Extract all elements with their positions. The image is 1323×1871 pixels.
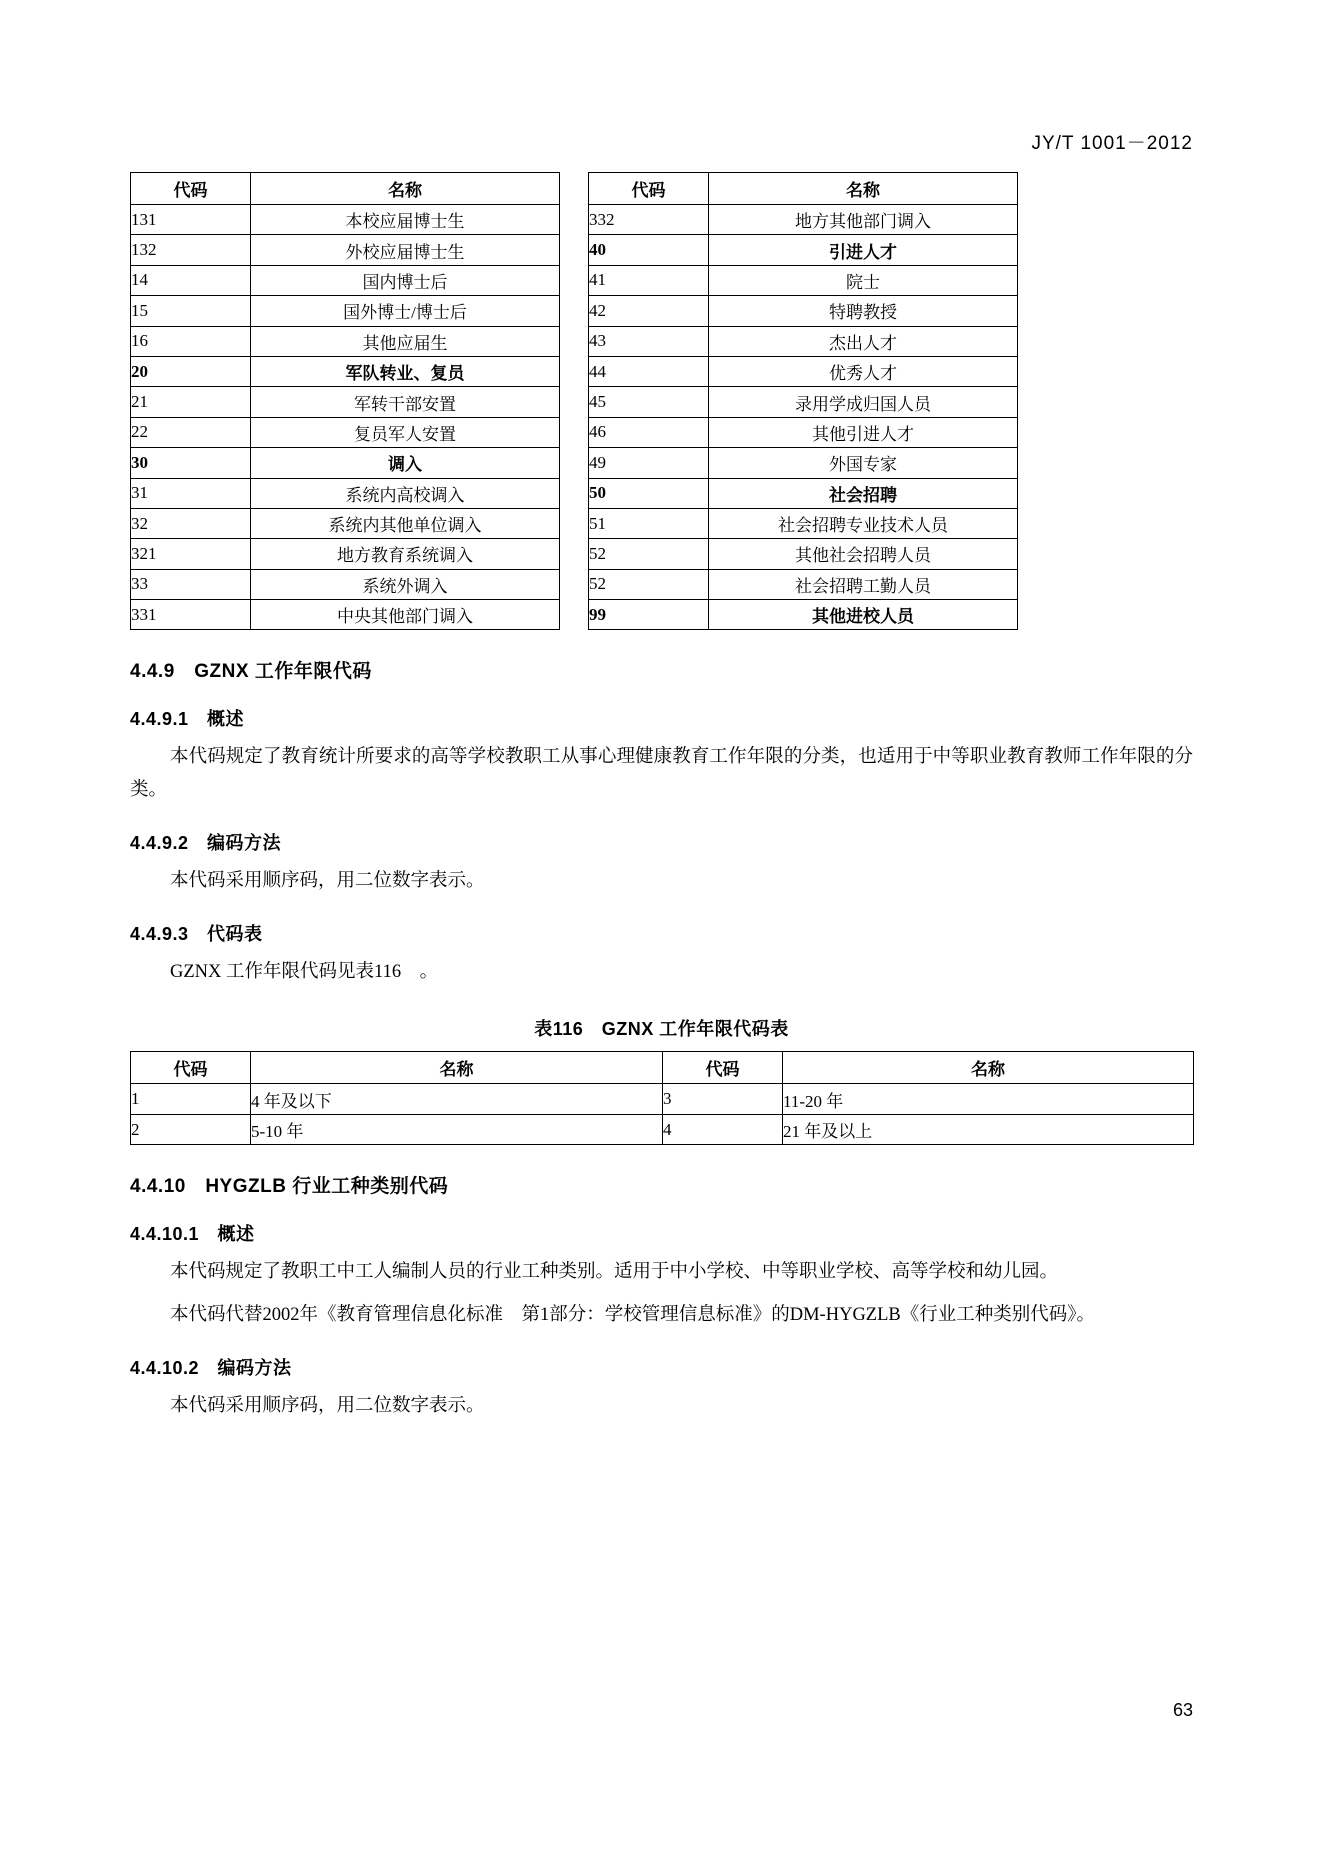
paragraph-4-4-10-1-b: 本代码代替2002年《教育管理信息化标准 第1部分：学校管理信息标准》的DM-HYGZLB《行业工种类别代码》。	[170, 1305, 1095, 1326]
cell-name: 系统内高校调入	[251, 478, 560, 508]
cell-code: 14	[131, 265, 251, 295]
table-row	[131, 1084, 1194, 1114]
paragraph-4-4-9-1: 本代码规定了教育统计所要求的高等学校教职工从事心理健康教育工作年限的分类，也适用于中等职业教育教师工作年限的分类。	[130, 747, 1193, 801]
table-row	[131, 235, 560, 265]
section-heading-4-4-10: 4.4.10 HYGZLB 行业工种类别代码	[130, 1176, 449, 1198]
cell-code: 31	[131, 478, 251, 508]
table-row	[131, 600, 560, 630]
page-content	[130, 172, 1193, 1423]
cell-name: 院士	[709, 265, 1018, 295]
cell-name: 国内博士后	[251, 265, 560, 295]
cell-name: 其他应届生	[251, 326, 560, 356]
cell-name: 其他社会招聘人员	[709, 539, 1018, 569]
cell-code: 33	[131, 569, 251, 599]
table-row	[131, 417, 560, 447]
cell-code: 16	[131, 326, 251, 356]
table-row	[589, 508, 1018, 538]
cell-name-2: 21 年及以上	[783, 1114, 1194, 1144]
paragraph-4-4-10-1-a: 本代码规定了教职工中工人编制人员的行业工种类别。适用于中小学校、中等职业学校、高等学校和幼儿园。	[170, 1262, 1059, 1283]
table-row	[589, 539, 1018, 569]
table-row	[131, 387, 560, 417]
cell-name: 地方教育系统调入	[251, 539, 560, 569]
table-header-row	[131, 173, 560, 205]
cell-name: 其他进校人员	[709, 600, 1018, 630]
cell-name: 特聘教授	[709, 296, 1018, 326]
cell-name: 社会招聘	[709, 478, 1018, 508]
table-row	[589, 265, 1018, 295]
table-row	[131, 326, 560, 356]
cell-code: 132	[131, 235, 251, 265]
column-header-name-1: 名称	[251, 1052, 663, 1084]
column-header-name: 名称	[251, 173, 560, 205]
table-row	[589, 417, 1018, 447]
entry-source-code-table	[130, 172, 1193, 630]
table-header-row	[131, 1052, 1194, 1084]
cell-name-1: 5-10 年	[251, 1114, 663, 1144]
cell-name: 其他引进人才	[709, 417, 1018, 447]
table-row	[589, 600, 1018, 630]
cell-name: 系统外调入	[251, 569, 560, 599]
table-row	[131, 296, 560, 326]
cell-code: 21	[131, 387, 251, 417]
cell-name: 调入	[251, 448, 560, 478]
table-row	[131, 569, 560, 599]
section-heading-4-4-9-3: 4.4.9.3 代码表	[130, 924, 263, 945]
table-row	[131, 508, 560, 538]
page-header-standard-id: JY/T 1001－2012	[1031, 133, 1193, 154]
cell-name: 中央其他部门调入	[251, 600, 560, 630]
page-number: 63	[1172, 1700, 1193, 1720]
cell-code-1: 1	[131, 1084, 251, 1114]
cell-name: 本校应届博士生	[251, 205, 560, 235]
cell-code: 331	[131, 600, 251, 630]
section-heading-4-4-9-2: 4.4.9.2 编码方法	[130, 833, 282, 854]
cell-name: 地方其他部门调入	[709, 205, 1018, 235]
cell-name: 外国专家	[709, 448, 1018, 478]
cell-name: 杰出人才	[709, 326, 1018, 356]
cell-name-1: 4 年及以下	[251, 1084, 663, 1114]
cell-code: 43	[589, 326, 709, 356]
table-row	[131, 478, 560, 508]
table-row	[131, 448, 560, 478]
cell-name: 社会招聘专业技术人员	[709, 508, 1018, 538]
table-row	[589, 326, 1018, 356]
section-heading-4-4-10-1: 4.4.10.1 概述	[130, 1224, 255, 1245]
table-row	[589, 387, 1018, 417]
code-table-right	[588, 172, 1018, 630]
cell-code-2: 4	[663, 1114, 783, 1144]
table-row	[131, 1114, 1194, 1144]
paragraph-4-4-9-3: GZNX 工作年限代码见表116 。	[170, 962, 439, 983]
column-header-name-2: 名称	[783, 1052, 1194, 1084]
cell-code: 52	[589, 569, 709, 599]
cell-code: 30	[131, 448, 251, 478]
column-header-code: 代码	[131, 173, 251, 205]
table-row	[131, 205, 560, 235]
table-116	[130, 1051, 1194, 1145]
cell-name: 录用学成归国人员	[709, 387, 1018, 417]
cell-code: 32	[131, 508, 251, 538]
table-row	[589, 478, 1018, 508]
cell-code-2: 3	[663, 1084, 783, 1114]
cell-code: 46	[589, 417, 709, 447]
code-table-left	[130, 172, 560, 630]
cell-name: 社会招聘工勤人员	[709, 569, 1018, 599]
cell-code: 99	[589, 600, 709, 630]
column-header-code-1: 代码	[131, 1052, 251, 1084]
cell-code: 52	[589, 539, 709, 569]
table-row	[131, 265, 560, 295]
table-row	[589, 569, 1018, 599]
cell-name: 军转干部安置	[251, 387, 560, 417]
column-header-code: 代码	[589, 173, 709, 205]
section-heading-4-4-9-1: 4.4.9.1 概述	[130, 709, 245, 730]
cell-code: 332	[589, 205, 709, 235]
cell-code: 50	[589, 478, 709, 508]
table-row	[589, 296, 1018, 326]
cell-code: 40	[589, 235, 709, 265]
cell-code: 49	[589, 448, 709, 478]
cell-code: 131	[131, 205, 251, 235]
cell-code: 45	[589, 387, 709, 417]
table-row	[589, 448, 1018, 478]
table-row	[589, 205, 1018, 235]
cell-code: 15	[131, 296, 251, 326]
table-row	[589, 356, 1018, 386]
paragraph-4-4-9-2: 本代码采用顺序码，用二位数字表示。	[170, 871, 485, 892]
cell-code: 20	[131, 356, 251, 386]
cell-name: 外校应届博士生	[251, 235, 560, 265]
cell-code: 22	[131, 417, 251, 447]
cell-code: 44	[589, 356, 709, 386]
column-header-code-2: 代码	[663, 1052, 783, 1084]
table-caption-116: 表116 GZNX 工作年限代码表	[534, 1019, 789, 1040]
cell-name: 国外博士/博士后	[251, 296, 560, 326]
cell-name: 军队转业、复员	[251, 356, 560, 386]
cell-code: 51	[589, 508, 709, 538]
cell-name: 系统内其他单位调入	[251, 508, 560, 538]
cell-code: 321	[131, 539, 251, 569]
table-row	[589, 235, 1018, 265]
section-heading-4-4-9: 4.4.9 GZNX 工作年限代码	[130, 661, 372, 683]
cell-code-1: 2	[131, 1114, 251, 1144]
cell-name: 优秀人才	[709, 356, 1018, 386]
table-header-row	[589, 173, 1018, 205]
cell-code: 41	[589, 265, 709, 295]
table-row	[131, 356, 560, 386]
cell-name-2: 11-20 年	[783, 1084, 1194, 1114]
paragraph-4-4-10-2: 本代码采用顺序码，用二位数字表示。	[170, 1396, 485, 1417]
cell-name: 引进人才	[709, 235, 1018, 265]
table-row	[131, 539, 560, 569]
cell-code: 42	[589, 296, 709, 326]
section-heading-4-4-10-2: 4.4.10.2 编码方法	[130, 1358, 292, 1379]
column-header-name: 名称	[709, 173, 1018, 205]
cell-name: 复员军人安置	[251, 417, 560, 447]
